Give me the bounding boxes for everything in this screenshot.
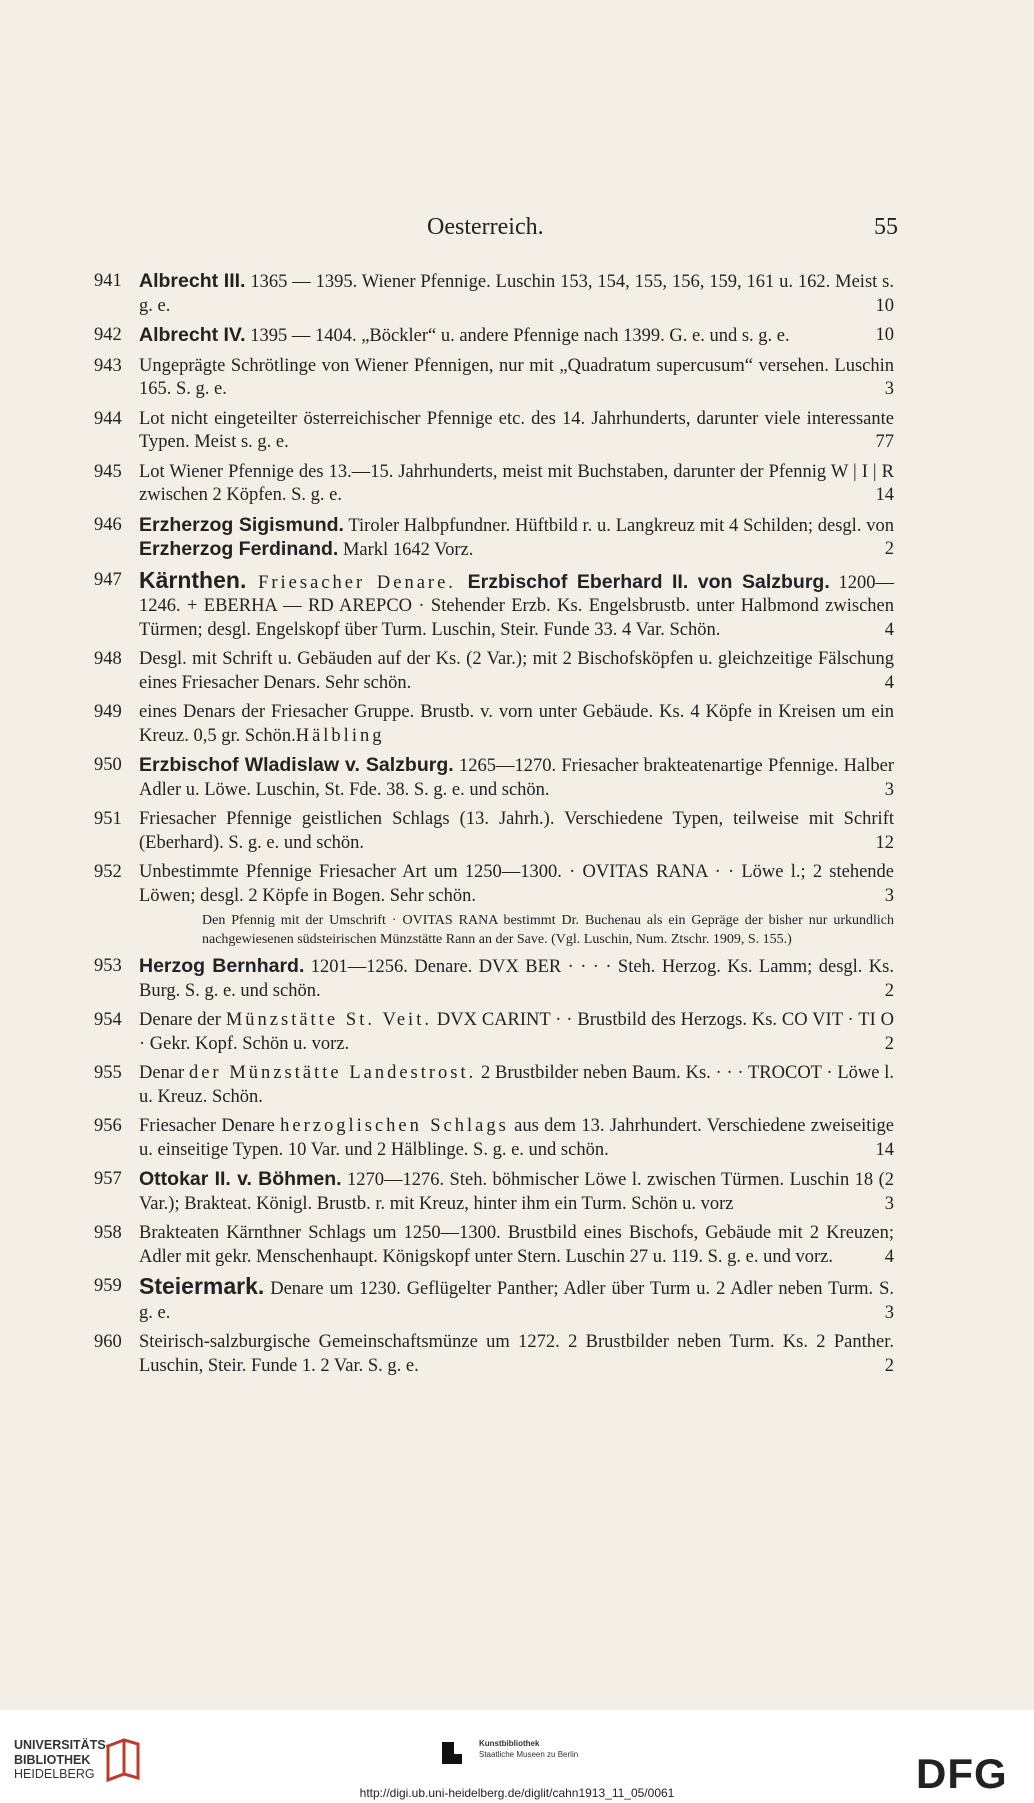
entry-text: 1201—1256. Denare. DVX BER · · · · Steh. Herzog. Ks. Lamm; desgl. Ks. Burg. S. g. e. und schön. (139, 957, 894, 1001)
entry-body (139, 1331, 894, 1378)
entry-number: 951 (94, 809, 122, 829)
entry-number: 944 (94, 408, 122, 429)
entry-number: 955 (94, 1063, 122, 1083)
entry-heading: Herzog Bernhard. (139, 955, 305, 977)
catalogue-entries (94, 270, 894, 1384)
kb-line-2: Staatliche Museen zu Berlin (479, 1750, 579, 1759)
footer-bar (0, 1710, 1034, 1803)
catalogue-entry (94, 1222, 894, 1269)
entry-price: 3 (884, 1193, 894, 1214)
entry-price: 14 (875, 485, 894, 505)
catalogue-entry (94, 324, 894, 349)
entry-number: 953 (94, 956, 122, 976)
entry-number: 957 (94, 1169, 122, 1189)
entry-text: Denar (139, 1063, 189, 1083)
entry-number: 948 (94, 649, 122, 669)
entry-text: Steirisch-salzburgische Gemeinschaftsmünze um 1272. 2 Brustbilder neben Turm. Ks. 2 Panther. Luschin, Steir. Funde 1. 2 Var. S. g. e. (139, 1332, 894, 1376)
entry-number: 941 (94, 271, 122, 291)
catalogue-entry (94, 514, 894, 563)
entry-price: 3 (884, 379, 894, 399)
catalogue-entry (94, 754, 894, 802)
entry-text: aus dem 13. Jahrhundert. Verschiedene zweiseitige u. einseitige Typen. 10 Var. und 2 Hälblinge. S. g. e. und schön. (139, 1116, 894, 1160)
entry-price: 4 (884, 619, 894, 640)
entry-price: 2 (884, 539, 894, 559)
entry-price: 3 (884, 779, 894, 800)
ub-logo-icon (104, 1736, 144, 1782)
entry-number: 952 (94, 862, 122, 882)
entry-price: 2 (884, 1033, 894, 1054)
dfg-logo[interactable]: DFG (916, 1750, 1008, 1797)
entry-body (139, 514, 894, 563)
entry-number: 943 (94, 355, 122, 376)
ub-line-2: BIBLIOTHEK (14, 1752, 91, 1767)
entry-price: 12 (875, 832, 894, 853)
entry-body (139, 408, 894, 455)
catalogue-entry (94, 955, 894, 1003)
entry-text: Brakteaten Kärnthner Schlags um 1250—1300. Brustbild eines Bischofs, Gebäude mit 2 Kreuzen; Adler mit gekr. Menschenhaupt. Königskopf unter Stern. Luschin 27 u. 119. S. g. e. und vorz. (139, 1223, 894, 1267)
entry-body (139, 1115, 894, 1162)
entry-text: Unbestimmte Pfennige Friesacher Art um 1250—1300. · OVITAS RANA · · Löwe l.; 2 stehende Löwen; desgl. 2 Köpfe in Bogen. Sehr schön. (139, 862, 894, 906)
entry-price: 77 (875, 432, 894, 452)
entry-body (139, 1062, 894, 1109)
kunstbibliothek-logo-icon (440, 1738, 470, 1768)
entry-body (139, 808, 894, 855)
entry-body (139, 1009, 894, 1056)
page-number: 55 (874, 214, 898, 240)
catalogue-entry (94, 1062, 894, 1109)
entry-body (139, 701, 894, 748)
entry-text: Denare der (139, 1010, 226, 1030)
catalogue-entry (94, 861, 894, 949)
entry-number: 950 (94, 755, 122, 775)
catalogue-entry (94, 1115, 894, 1162)
entry-price: 14 (875, 1139, 894, 1160)
catalogue-entry (94, 648, 894, 695)
entry-spaced-text: Hälbling (295, 725, 385, 746)
catalogue-entry (94, 1009, 894, 1056)
entry-heading: Erzherzog Ferdinand. (139, 538, 339, 560)
catalogue-entry (94, 808, 894, 855)
entry-number: 954 (94, 1010, 122, 1030)
entry-text: 1200—1246. + EBERHA — RD AREPCO · Stehender Erzb. Ks. Engelsbrustb. unter Halbmond zwischen Türmen; desgl. Engelskopf über Turm. Luschin, Steir. Funde 33. 4 Var. Schön. (139, 572, 895, 640)
entry-body (139, 955, 894, 1003)
entry-text: Desgl. mit Schrift u. Gebäuden auf der Ks. (2 Var.); mit 2 Bischofsköpfen u. gleichzeitige Fälschung eines Friesacher Denars. Sehr schön. (139, 649, 894, 693)
entry-footnote: Den Pfennig mit der Umschrift · OVITAS RANA bestimmt Dr. Buchenau als ein Gepräge der bisher nur urkundlich nachgewiesenen südsteirischen Münzstätte Rann an der Save. (Vgl. Luschin, Num. Ztschr. 1909, S. 155.) (202, 913, 894, 947)
catalogue-entry (94, 270, 894, 318)
entry-number: 960 (94, 1332, 122, 1352)
entry-text: Friesacher Denare (139, 1116, 281, 1136)
entry-heading: Ottokar II. v. Böhmen. (139, 1168, 342, 1190)
entry-text: Lot Wiener Pfennige des 13.—15. Jahrhunderts, meist mit Buchstaben, darunter der Pfennig W | I | R zwischen 2 Köpfen. S. g. e. (139, 461, 894, 505)
entry-body (139, 1222, 894, 1269)
entry-text: Ungeprägte Schrötlinge von Wiener Pfennigen, nur mit „Quadratum supercusum“ versehen. Luschin 165. S. g. e. (139, 355, 894, 399)
entry-price: 10 (875, 295, 894, 316)
entry-number: 945 (94, 461, 122, 482)
entry-text: Denare um 1230. Geflügelter Panther; Adler über Turm u. 2 Adler neben Turm. S. g. e. (139, 1279, 894, 1323)
entry-body (139, 1168, 894, 1216)
entry-text: 2 Brustbilder neben Baum. Ks. · · · TROCOT · Löwe l. u. Kreuz. Schön. (139, 1063, 894, 1107)
kb-line-1: Kunstbibliothek (479, 1739, 540, 1748)
ub-line-3: HEIDELBERG (14, 1767, 95, 1781)
entry-heading: Kärnthen. (139, 566, 247, 593)
entry-text: DVX CARINT · · Brustbild des Herzogs. Ks. CO VIT · TI O · Gekr. Kopf. Schön u. vorz. (139, 1010, 894, 1054)
entry-text: Lot nicht eingeteilter österreichischer Pfennige etc. des 14. Jahrhunderts, darunter viele interessante Typen. Meist s. g. e. (139, 408, 894, 452)
entry-body (139, 566, 895, 643)
entry-price: 3 (884, 885, 894, 906)
entry-body (139, 461, 894, 508)
entry-body (139, 754, 894, 802)
entry-spaced-text: Münzstätte St. Veit. (225, 1010, 432, 1030)
entry-body (139, 270, 894, 318)
entry-heading: Erzbischof Wladislaw v. Salzburg. (139, 754, 454, 776)
catalogue-entry (94, 355, 894, 402)
entry-price: 4 (884, 1246, 894, 1267)
entry-price: 3 (884, 1302, 894, 1323)
permalink-url[interactable]: http://digi.ub.uni-heidelberg.de/diglit/cahn1913_11_05/0061 (359, 1786, 675, 1800)
entry-number: 956 (94, 1116, 122, 1136)
entry-heading: Albrecht III. (139, 270, 246, 292)
entry-body (139, 355, 894, 402)
entry-number: 942 (94, 325, 122, 345)
catalogue-entry (94, 408, 894, 455)
page-title: Oesterreich. (427, 214, 544, 240)
entry-text: 1270—1276. Steh. böhmischer Löwe l. zwischen Türmen. Luschin 18 (2 Var.); Brakteat. Königl. Brustb. r. mit Kreuz, hinter ihm ein Turm. Schön u. vorz (139, 1170, 894, 1214)
entry-body (139, 861, 894, 908)
catalogue-entry (94, 566, 895, 643)
entry-price: 2 (884, 980, 894, 1001)
catalogue-entry (94, 1168, 894, 1216)
entry-spaced-text: Friesacher Denare. (246, 572, 468, 593)
entry-text: 1265—1270. Friesacher brakteatenartige Pfennige. Halber Adler u. Löwe. Luschin, St. Fde. 38. S. g. e. und schön. (139, 756, 895, 800)
entry-text: eines Denars der Friesacher Gruppe. Brustb. v. vorn unter Gebäude. Ks. 4 Köpfe in Kreisen um ein Kreuz. 0,5 gr. Schön. (139, 702, 894, 746)
entry-heading: Steiermark. (139, 1273, 265, 1299)
entry-number: 949 (94, 702, 122, 722)
entry-text: Tiroler Halbpfundner. Hüftbild r. u. Langkreuz mit 4 Schilden; desgl. von (343, 515, 894, 536)
entry-number: 959 (94, 1276, 122, 1296)
entry-body (139, 324, 894, 349)
entry-price: 4 (884, 672, 894, 693)
entry-spaced-text: herzoglischen Schlags (280, 1116, 509, 1136)
entry-body (139, 648, 894, 695)
entry-text: Friesacher Pfennige geistlichen Schlags (13. Jahrh.). Verschiedene Typen, teilweise mit Schrift (Eberhard). S. g. e. und schön. (139, 809, 894, 853)
kunstbibliothek-label[interactable] (440, 1738, 579, 1772)
catalogue-entry (94, 701, 894, 748)
entry-text: 1395 — 1404. „Böckler“ u. andere Pfennige nach 1399. G. e. und s. g. e. (245, 326, 790, 346)
entry-heading: Erzherzog Sigismund. (139, 513, 344, 536)
ub-heidelberg-label[interactable] (14, 1738, 110, 1782)
entry-body (139, 1275, 894, 1325)
entry-price: 2 (884, 1355, 894, 1376)
ub-line-1: UNIVERSITÄTS- (14, 1738, 110, 1752)
entry-price: 10 (875, 325, 894, 345)
entry-heading: Erzbischof Eberhard II. von Salzburg. (467, 570, 830, 593)
entry-text: 1365 — 1395. Wiener Pfennige. Luschin 153, 154, 155, 156, 159, 161 u. 162. Meist s. g. e. (139, 272, 894, 316)
catalogue-entry (94, 461, 894, 508)
entry-text: Markl 1642 Vorz. (338, 540, 474, 560)
catalogue-entry (94, 1331, 894, 1378)
entry-number: 947 (94, 569, 122, 590)
entry-heading: Albrecht IV. (139, 324, 246, 346)
entry-number: 958 (94, 1223, 122, 1243)
catalogue-entry (94, 1275, 894, 1325)
entry-number: 946 (94, 514, 122, 535)
entry-spaced-text: der Münzstätte Landestrost. (188, 1063, 477, 1083)
